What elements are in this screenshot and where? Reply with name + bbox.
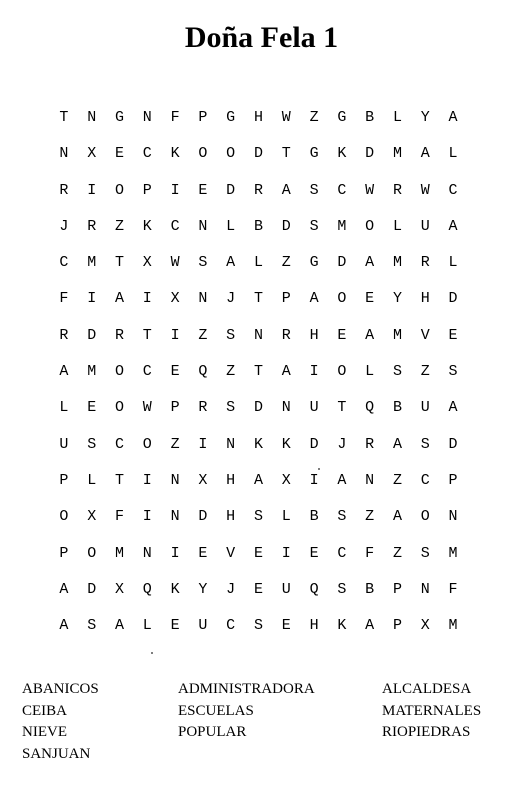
grid-letter: A: [226, 254, 236, 272]
grid-letter: T: [281, 145, 291, 163]
word-list-column-3: [382, 679, 481, 744]
grid-letter: V: [226, 544, 236, 562]
grid-letter: N: [142, 544, 152, 562]
grid-letter: R: [87, 217, 97, 235]
grid-letter: E: [170, 363, 180, 381]
grid-letter: P: [142, 181, 152, 199]
grid-letter: X: [142, 254, 152, 272]
grid-letter: O: [226, 145, 236, 163]
grid-letter: L: [87, 471, 97, 489]
grid-letter: R: [281, 326, 291, 344]
grid-letter: A: [59, 617, 69, 635]
grid-row: [50, 144, 470, 180]
grid-letter: A: [59, 363, 69, 381]
grid-letter: A: [59, 580, 69, 598]
grid-letter: O: [114, 399, 124, 417]
grid-letter: S: [226, 399, 236, 417]
grid-letter: L: [142, 617, 152, 635]
grid-letter: I: [309, 363, 319, 381]
grid-letter: D: [87, 326, 97, 344]
grid-letter: R: [59, 181, 69, 199]
grid-letter: U: [420, 217, 430, 235]
grid-letter: E: [87, 399, 97, 417]
grid-letter: W: [420, 181, 430, 199]
grid-letter: N: [170, 471, 180, 489]
grid-letter: U: [309, 399, 319, 417]
grid-letter: I: [198, 435, 208, 453]
grid-letter: L: [226, 217, 236, 235]
grid-letter: X: [87, 145, 97, 163]
grid-letter: Z: [114, 217, 124, 235]
grid-letter: Z: [420, 363, 430, 381]
grid-letter: W: [170, 254, 180, 272]
grid-letter: Z: [281, 254, 291, 272]
grid-letter: Q: [142, 580, 152, 598]
grid-letter: C: [337, 181, 347, 199]
grid-letter: Z: [170, 435, 180, 453]
grid-row: [50, 326, 470, 362]
word-item: POPULAR: [178, 724, 247, 740]
grid-row: [50, 181, 470, 217]
grid-letter: H: [253, 109, 263, 126]
grid-letter: Y: [198, 580, 208, 598]
grid-letter: O: [59, 508, 69, 526]
grid-letter: F: [170, 109, 180, 126]
grid-letter: J: [59, 217, 69, 235]
scan-speck: [318, 468, 320, 470]
grid-letter: E: [253, 544, 263, 562]
grid-letter: Q: [365, 399, 375, 417]
grid-letter: N: [448, 508, 458, 526]
grid-letter: Q: [309, 580, 319, 598]
grid-letter: K: [281, 435, 291, 453]
grid-letter: O: [142, 435, 152, 453]
grid-letter: N: [198, 217, 208, 235]
grid-letter: M: [87, 363, 97, 381]
grid-letter: N: [198, 290, 208, 308]
grid-letter: S: [392, 363, 402, 381]
grid-letter: M: [392, 326, 402, 344]
grid-letter: S: [198, 254, 208, 272]
grid-letter: A: [114, 617, 124, 635]
grid-letter: B: [392, 399, 402, 417]
grid-letter: S: [337, 508, 347, 526]
word-list-column-1: [22, 679, 99, 765]
grid-letter: X: [114, 580, 124, 598]
grid-letter: J: [226, 290, 236, 308]
grid-letter: E: [198, 181, 208, 199]
grid-letter: M: [87, 254, 97, 272]
grid-letter: S: [448, 363, 458, 381]
grid-letter: A: [253, 471, 263, 489]
grid-letter: E: [170, 617, 180, 635]
grid-letter: I: [170, 544, 180, 562]
grid-letter: K: [253, 435, 263, 453]
grid-letter: U: [198, 617, 208, 635]
grid-letter: M: [448, 544, 458, 562]
grid-letter: G: [226, 109, 236, 126]
grid-letter: C: [448, 181, 458, 199]
grid-letter: C: [420, 471, 430, 489]
word-item: NIEVE: [22, 724, 67, 740]
grid-letter: P: [170, 399, 180, 417]
grid-letter: A: [365, 617, 375, 635]
grid-letter: H: [309, 326, 319, 344]
grid-letter: M: [392, 145, 402, 163]
grid-letter: J: [226, 580, 236, 598]
grid-letter: J: [337, 435, 347, 453]
grid-letter: H: [226, 471, 236, 489]
grid-letter: L: [281, 508, 291, 526]
grid-row: [50, 289, 470, 325]
grid-letter: P: [59, 471, 69, 489]
grid-letter: A: [281, 363, 291, 381]
grid-letter: R: [198, 399, 208, 417]
grid-letter: P: [392, 580, 402, 598]
grid-row: [50, 507, 470, 543]
grid-letter: A: [392, 435, 402, 453]
grid-letter: O: [337, 363, 347, 381]
word-item: SANJUAN: [22, 745, 91, 762]
grid-letter: S: [253, 617, 263, 635]
grid-row: [50, 471, 470, 507]
grid-letter: D: [365, 145, 375, 163]
grid-letter: T: [253, 363, 263, 381]
grid-letter: F: [448, 580, 458, 598]
grid-letter: I: [281, 544, 291, 562]
grid-letter: C: [142, 145, 152, 163]
grid-letter: Z: [365, 508, 375, 526]
word-list: [0, 679, 523, 779]
grid-row: [50, 108, 470, 144]
grid-letter: D: [198, 508, 208, 526]
grid-letter: I: [142, 471, 152, 489]
grid-letter: N: [87, 109, 97, 126]
grid-letter: H: [309, 617, 319, 635]
grid-letter: S: [309, 181, 319, 199]
word-item: ALCALDESA: [382, 681, 472, 697]
grid-letter: N: [170, 508, 180, 526]
grid-letter: M: [337, 217, 347, 235]
grid-letter: I: [170, 326, 180, 344]
word-item: RIOPIEDRAS: [382, 724, 471, 740]
grid-letter: N: [59, 145, 69, 163]
word-list-column-2: [178, 679, 315, 744]
grid-letter: K: [142, 217, 152, 235]
grid-letter: O: [420, 508, 430, 526]
grid-letter: N: [420, 580, 430, 598]
grid-letter: A: [420, 145, 430, 163]
word-item: ABANICOS: [22, 681, 99, 697]
grid-letter: T: [142, 326, 152, 344]
grid-letter: I: [87, 181, 97, 199]
grid-letter: D: [337, 254, 347, 272]
grid-letter: C: [114, 435, 124, 453]
grid-letter: C: [142, 363, 152, 381]
grid-letter: E: [253, 580, 263, 598]
grid-letter: A: [337, 471, 347, 489]
grid-row: [50, 580, 470, 616]
grid-row: [50, 398, 470, 434]
grid-letter: P: [198, 109, 208, 126]
grid-letter: D: [253, 145, 263, 163]
letter-grid: [50, 108, 470, 652]
grid-letter: R: [253, 181, 263, 199]
grid-letter: D: [281, 217, 291, 235]
grid-letter: O: [114, 363, 124, 381]
grid-letter: N: [253, 326, 263, 344]
grid-letter: C: [337, 544, 347, 562]
word-item: MATERNALES: [382, 702, 482, 719]
grid-letter: W: [281, 109, 291, 126]
grid-letter: L: [392, 217, 402, 235]
grid-letter: O: [365, 217, 375, 235]
grid-letter: Y: [392, 290, 402, 308]
grid-letter: U: [59, 435, 69, 453]
grid-letter: K: [170, 580, 180, 598]
grid-letter: R: [114, 326, 124, 344]
grid-letter: D: [253, 399, 263, 417]
grid-letter: T: [59, 109, 69, 126]
grid-letter: Z: [392, 544, 402, 562]
grid-letter: D: [309, 435, 319, 453]
grid-letter: A: [281, 181, 291, 199]
grid-letter: X: [87, 508, 97, 526]
grid-letter: Q: [198, 363, 208, 381]
word-item: ADMINISTRADORA: [178, 681, 315, 697]
grid-letter: I: [87, 290, 97, 308]
grid-letter: G: [309, 145, 319, 163]
word-item: CEIBA: [22, 702, 67, 719]
grid-letter: L: [365, 363, 375, 381]
grid-letter: T: [114, 254, 124, 272]
grid-row: [50, 362, 470, 398]
grid-letter: N: [281, 399, 291, 417]
grid-letter: O: [114, 181, 124, 199]
grid-letter: I: [142, 290, 152, 308]
grid-letter: R: [59, 326, 69, 344]
grid-letter: S: [337, 580, 347, 598]
grid-letter: O: [337, 290, 347, 308]
grid-letter: T: [253, 290, 263, 308]
grid-letter: S: [309, 217, 319, 235]
grid-letter: W: [365, 181, 375, 199]
grid-letter: E: [365, 290, 375, 308]
grid-letter: V: [420, 326, 430, 344]
grid-letter: G: [309, 254, 319, 272]
grid-row: [50, 435, 470, 471]
grid-letter: Z: [392, 471, 402, 489]
grid-letter: L: [59, 399, 69, 417]
grid-letter: P: [59, 544, 69, 562]
grid-letter: E: [309, 544, 319, 562]
grid-letter: K: [337, 617, 347, 635]
grid-letter: M: [114, 544, 124, 562]
grid-letter: S: [87, 617, 97, 635]
grid-letter: A: [448, 217, 458, 235]
grid-letter: G: [114, 109, 124, 126]
grid-letter: E: [448, 326, 458, 344]
grid-letter: H: [420, 290, 430, 308]
grid-letter: X: [420, 617, 430, 635]
grid-letter: A: [392, 508, 402, 526]
grid-letter: C: [170, 217, 180, 235]
grid-letter: A: [309, 290, 319, 308]
grid-letter: P: [448, 471, 458, 489]
grid-letter: A: [365, 254, 375, 272]
puzzle-title: Doña Fela 1: [184, 21, 339, 54]
grid-letter: D: [448, 290, 458, 308]
grid-letter: N: [365, 471, 375, 489]
grid-letter: T: [337, 399, 347, 417]
grid-letter: O: [198, 145, 208, 163]
grid-letter: P: [281, 290, 291, 308]
grid-row: [50, 217, 470, 253]
grid-letter: B: [365, 580, 375, 598]
grid-letter: F: [365, 544, 375, 562]
grid-row: [50, 253, 470, 289]
grid-letter: S: [253, 508, 263, 526]
grid-letter: F: [59, 290, 69, 308]
grid-letter: I: [170, 181, 180, 199]
grid-letter: R: [392, 181, 402, 199]
grid-letter: Y: [420, 109, 430, 126]
grid-letter: K: [337, 145, 347, 163]
grid-letter: U: [281, 580, 291, 598]
grid-letter: S: [226, 326, 236, 344]
grid-letter: L: [253, 254, 263, 272]
grid-letter: N: [226, 435, 236, 453]
grid-letter: L: [448, 145, 458, 163]
grid-letter: B: [309, 508, 319, 526]
grid-letter: N: [142, 109, 152, 126]
grid-letter: K: [170, 145, 180, 163]
scan-speck: [151, 652, 153, 654]
grid-letter: C: [226, 617, 236, 635]
grid-letter: E: [198, 544, 208, 562]
grid-letter: C: [59, 254, 69, 272]
grid-letter: I: [142, 508, 152, 526]
grid-letter: L: [392, 109, 402, 126]
grid-letter: R: [365, 435, 375, 453]
grid-letter: B: [253, 217, 263, 235]
grid-letter: H: [226, 508, 236, 526]
grid-letter: U: [420, 399, 430, 417]
grid-letter: P: [392, 617, 402, 635]
grid-letter: F: [114, 508, 124, 526]
grid-letter: T: [114, 471, 124, 489]
grid-letter: X: [170, 290, 180, 308]
grid-letter: E: [114, 145, 124, 163]
grid-letter: M: [448, 617, 458, 635]
grid-letter: A: [448, 399, 458, 417]
grid-letter: M: [392, 254, 402, 272]
grid-letter: A: [448, 109, 458, 126]
grid-letter: D: [87, 580, 97, 598]
grid-letter: X: [281, 471, 291, 489]
grid-letter: W: [142, 399, 152, 417]
grid-letter: D: [448, 435, 458, 453]
grid-row: [50, 616, 470, 652]
grid-row: [50, 544, 470, 580]
grid-letter: O: [87, 544, 97, 562]
grid-letter: R: [420, 254, 430, 272]
word-item: ESCUELAS: [178, 702, 254, 719]
grid-letter: Z: [226, 363, 236, 381]
grid-letter: S: [420, 544, 430, 562]
grid-letter: D: [226, 181, 236, 199]
grid-letter: G: [337, 109, 347, 126]
grid-letter: A: [114, 290, 124, 308]
grid-letter: B: [365, 109, 375, 126]
grid-letter: E: [337, 326, 347, 344]
grid-letter: Z: [198, 326, 208, 344]
grid-letter: I: [309, 471, 319, 489]
grid-letter: S: [87, 435, 97, 453]
grid-letter: E: [281, 617, 291, 635]
grid-letter: S: [420, 435, 430, 453]
grid-letter: L: [448, 254, 458, 272]
grid-letter: Z: [309, 109, 319, 126]
grid-letter: A: [365, 326, 375, 344]
grid-letter: X: [198, 471, 208, 489]
